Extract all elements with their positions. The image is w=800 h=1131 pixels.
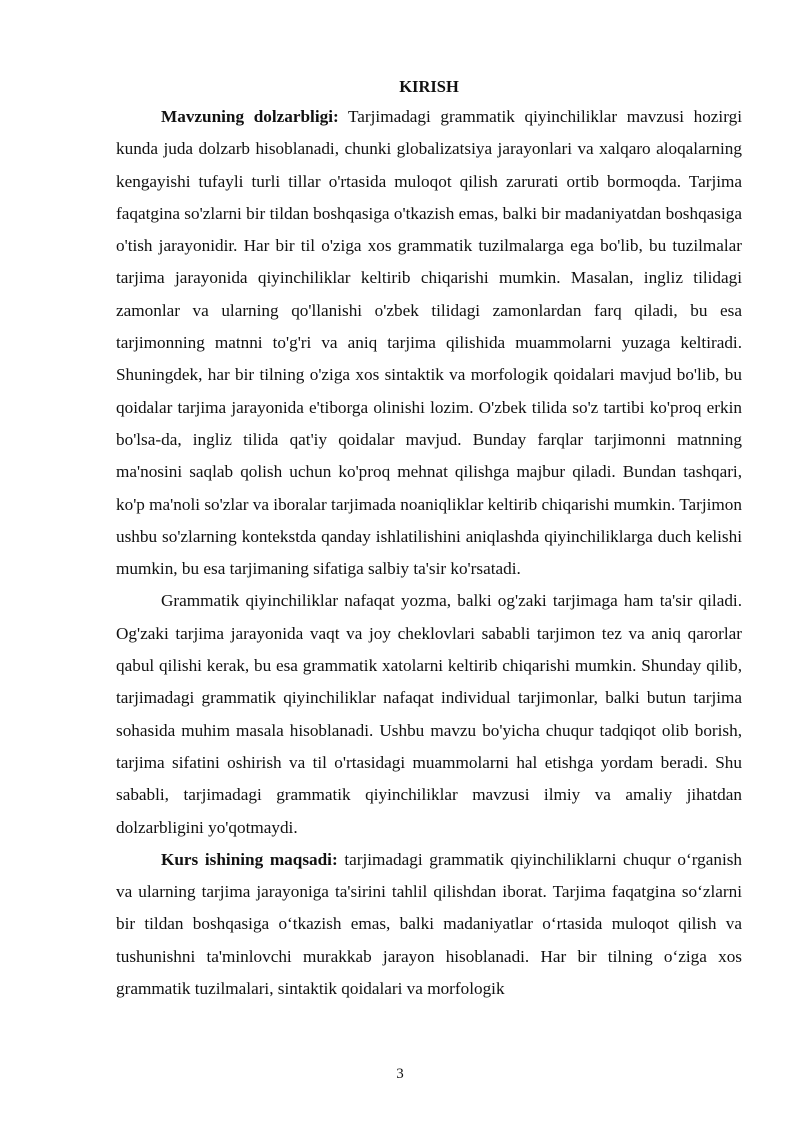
page-number: 3 [396, 1066, 404, 1082]
document-page [116, 74, 742, 1005]
section-heading: KIRISH [399, 77, 459, 96]
paragraph-text: Tarjimadagi grammatik qiyinchiliklar mavzusi hozirgi kunda juda dolzarb hisoblanadi, chunki globalizatsiya jarayonlari va xalqaro aloqalarning kengayishi tufayli turli tillar o'rtasida muloqot qilish zarurati ortib bormoqda. Tarjima faqatgina so'zlarni bir tildan boshqasiga o'tkazish emas, balki bir madaniyatdan boshqasiga o'tish jarayonidir. Har bir til o'ziga xos grammatik tuzilmalarga ega bo'lib, bu tuzilmalar tarjima jarayonida qiyinchiliklar keltirib chiqarishi mumkin. Masalan, ingliz tilidagi zamonlar va ularning qo'llanishi o'zbek tilidagi zamonlardan farq qiladi, bu esa tarjimonning matnni to'g'ri va aniq tarjima qilishida muammolarni yuzaga keltiradi. Shuningdek, har bir tilning o'ziga xos sintaktik va morfologik qoidalari mavjud bo'lib, bu qoidalar tarjima jarayonida e'tiborga olinishi lozim. O'zbek tilida so'z tartibi ko'proq erkin bo'lsa-da, ingliz tilida qat'iy qoidalar mavjud. Bunday farqlar tarjimonni matnning ma'nosini saqlab qolish uchun ko'proq mehnat qilishga majbur qiladi. Bundan tashqari, ko'p ma'noli so'zlar va iboralar tarjimada noaniqliklar keltirib chiqarishi mumkin. Tarjimon ushbu so'zlarning kontekstda qanday ishlatilishini aniqlashda qiyinchiliklarga duch kelishi mumkin, bu esa tarjimaning sifatiga salbiy ta'sir ko'rsatadi. [116, 107, 742, 579]
paragraph-relevance [116, 101, 742, 585]
paragraph-lead: Mavzuning dolzarbligi: [161, 107, 339, 126]
paragraph-lead: Kurs ishining maqsadi: [161, 849, 338, 869]
paragraph-text: tarjimadagi grammatik qiyinchiliklarni chuqur o‘rganish va ularning tarjima jarayoniga ta'sirini tahlil qilishdan iborat. Tarjima faqatgina so‘zlarni bir tildan boshqasiga o‘tkazish emas, balki madaniyatlar o‘rtasida muloqot qilish va tushunishni ta'minlovchi murakkab jarayon hisoblanadi. Har bir tilning o‘ziga xos grammatik tuzilmalari, sintaktik qoidalari va morfologik [116, 849, 743, 999]
paragraph-grammar-difficulties [116, 585, 742, 843]
paragraph-course-goal [116, 844, 742, 1005]
paragraph-text: Grammatik qiyinchiliklar nafaqat yozma, balki og'zaki tarjimaga ham ta'sir qiladi. Og'zaki tarjima jarayonida vaqt va joy cheklovlari sababli tarjimon tez va aniq qarorlar qabul qilishi kerak, bu esa grammatik xatolarni keltirib chiqarishi mumkin. Shunday qilib, tarjimadagi grammatik qiyinchiliklar nafaqat individual tarjimonlar, balki butun tarjima sohasida muhim masala hisoblanadi. Ushbu mavzu bo'yicha chuqur tadqiqot olib borish, tarjima sifatini oshirish va til o'rtasidagi muammolarni hal etishga yordam beradi. Shu sababli, tarjimadagi grammatik qiyinchiliklar mavzusi ilmiy va amaliy jihatdan dolzarbligini yo'qotmaydi. [116, 591, 742, 837]
